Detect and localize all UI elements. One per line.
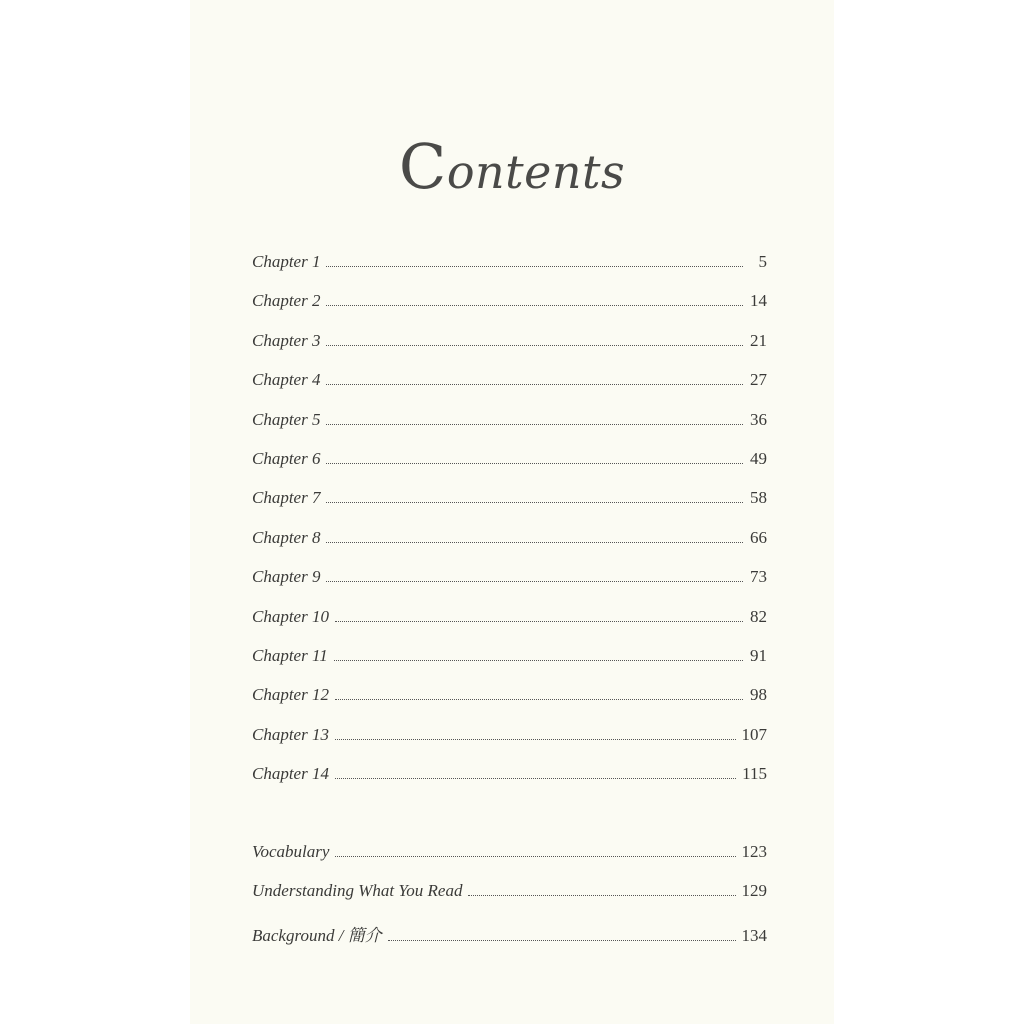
dot-leader <box>335 621 743 622</box>
toc-entry <box>252 449 767 488</box>
toc-entry-label: Chapter 1 <box>252 252 321 271</box>
toc-entry-page: 115 <box>742 764 767 784</box>
toc-entry-page: 98 <box>750 685 767 705</box>
dot-leader <box>334 660 743 661</box>
toc-entry-label: Understanding What You Read <box>252 881 463 901</box>
toc-entry <box>252 488 767 527</box>
toc-entry-page: 36 <box>750 409 767 429</box>
toc-entry <box>252 528 767 567</box>
toc-entry <box>252 764 767 803</box>
toc-entry <box>252 725 767 764</box>
chapter-list <box>252 252 767 803</box>
toc-entry-label: Chapter 13 <box>252 724 329 744</box>
toc-entry-page: 73 <box>750 567 767 587</box>
toc-entry-label: Chapter 8 <box>252 527 321 547</box>
toc-entry-page: 134 <box>741 925 767 945</box>
dot-leader <box>335 856 735 857</box>
toc-entry-page: 107 <box>741 724 767 744</box>
toc-entry-page: 123 <box>741 842 767 861</box>
toc-entry-page: 49 <box>750 448 767 468</box>
toc-entry-label: Chapter 3 <box>252 330 321 350</box>
toc-entry-label: Chapter 11 <box>252 645 328 665</box>
toc-entry-label: Chapter 10 <box>252 606 329 626</box>
toc-entry <box>252 921 767 960</box>
dot-leader <box>326 463 743 464</box>
toc-entry-label: Chapter 14 <box>252 764 329 784</box>
toc-entry-label: Chapter 7 <box>252 488 321 508</box>
dot-leader <box>335 778 736 779</box>
toc-entry <box>252 291 767 330</box>
page-title <box>190 130 834 203</box>
dot-leader <box>326 305 743 306</box>
toc-entry-label: Chapter 5 <box>252 409 321 429</box>
toc-entry-page: 129 <box>741 881 767 901</box>
toc-entry-label: Vocabulary <box>252 842 330 861</box>
toc-entry-page: 58 <box>750 488 767 508</box>
appendix-list <box>252 842 767 960</box>
dot-leader <box>335 699 743 700</box>
toc-entry <box>252 842 767 881</box>
book-page <box>190 0 834 1024</box>
dot-leader <box>326 424 743 425</box>
toc-entry-page: 82 <box>750 606 767 626</box>
toc-entry <box>252 331 767 370</box>
dot-leader <box>326 384 743 385</box>
dot-leader <box>326 542 743 543</box>
toc-entry-page: 66 <box>750 527 767 547</box>
dot-leader <box>326 266 743 267</box>
toc-entry <box>252 252 767 291</box>
dot-leader <box>335 739 736 740</box>
dot-leader <box>326 581 743 582</box>
toc-entry-label: Chapter 9 <box>252 567 321 587</box>
toc-entry-page: 5 <box>758 252 767 271</box>
toc-entry <box>252 410 767 449</box>
title-rest: ontents <box>446 145 626 199</box>
title-initial: C <box>398 130 447 203</box>
toc-entry <box>252 881 767 920</box>
toc-entry <box>252 370 767 409</box>
dot-leader <box>326 502 743 503</box>
dot-leader <box>388 940 736 941</box>
dot-leader <box>326 345 743 346</box>
toc-entry-page: 91 <box>750 645 767 665</box>
toc-entry-page: 14 <box>750 291 767 311</box>
toc-entry-page: 21 <box>750 330 767 350</box>
toc-entry <box>252 607 767 646</box>
toc-entry <box>252 646 767 685</box>
toc-entry-page: 27 <box>750 370 767 390</box>
dot-leader <box>468 895 735 896</box>
toc-entry-label: Chapter 12 <box>252 685 329 705</box>
toc-entry-label: Background / 簡介 <box>252 925 382 945</box>
toc-entry <box>252 685 767 724</box>
toc-entry-label: Chapter 6 <box>252 448 321 468</box>
toc-entry-label: Chapter 2 <box>252 291 321 311</box>
toc-entry-label: Chapter 4 <box>252 370 321 390</box>
toc-entry <box>252 567 767 606</box>
